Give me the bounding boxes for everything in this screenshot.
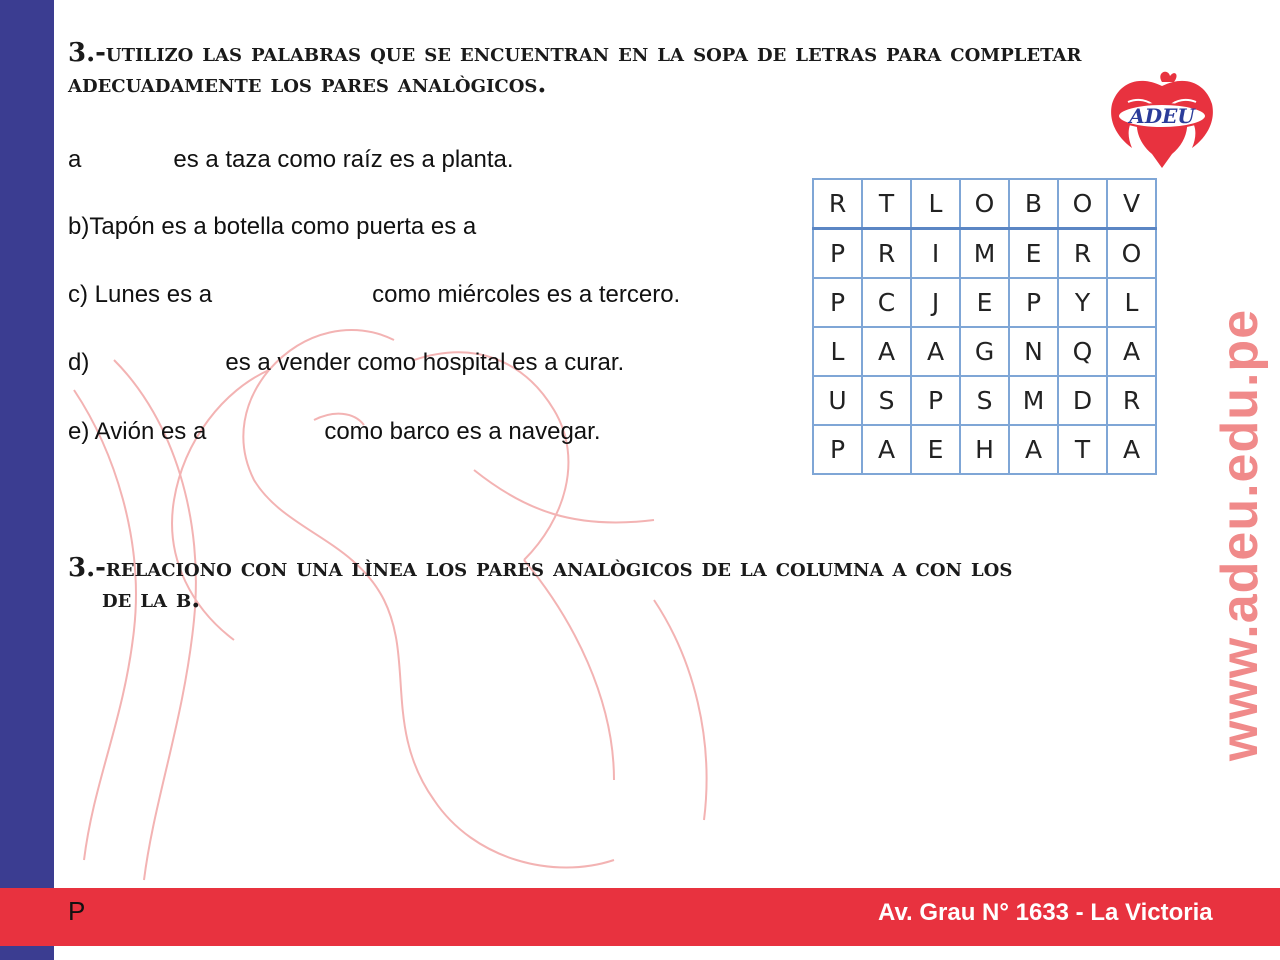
exercise-heading-word-search: 3.-utilizo las palabras que se encuentran en la sopa de letras para completar adecuadamente los pares analògicos. xyxy=(68,38,1082,99)
analogy-a-prefix: a xyxy=(68,146,82,173)
word-search-grid xyxy=(812,178,1157,475)
grid-cell: T xyxy=(862,179,911,229)
grid-cell: N xyxy=(1009,327,1058,376)
grid-cell: P xyxy=(1009,278,1058,327)
grid-row xyxy=(813,278,1156,327)
adeu-eagle-logo-icon xyxy=(1108,64,1216,174)
grid-cell: E xyxy=(1009,229,1058,279)
grid-cell: R xyxy=(862,229,911,279)
grid-cell: B xyxy=(1009,179,1058,229)
grid-cell: A xyxy=(1009,425,1058,474)
grid-cell: A xyxy=(862,327,911,376)
grid-cell: L xyxy=(1107,278,1156,327)
grid-cell: C xyxy=(862,278,911,327)
grid-cell: D xyxy=(1058,376,1107,425)
grid-cell: E xyxy=(911,425,960,474)
heading2-line1: 3.-relaciono con una lìnea los pares analògicos de la columna a con los xyxy=(68,553,1013,583)
analogy-b-prefix: b)Tapón es a botella como puerta es a xyxy=(68,213,477,240)
grid-row xyxy=(813,425,1156,474)
grid-cell: P xyxy=(911,376,960,425)
analogy-b xyxy=(68,213,566,241)
analogy-c-suffix: como miércoles es a tercero. xyxy=(372,281,681,308)
grid-cell: R xyxy=(813,179,862,229)
analogy-a-suffix: es a taza como raíz es a planta. xyxy=(173,146,514,173)
grid-cell: A xyxy=(1107,327,1156,376)
grid-cell: O xyxy=(960,179,1009,229)
grid-cell: M xyxy=(960,229,1009,279)
grid-row xyxy=(813,376,1156,425)
analogy-e-prefix: e) Avión es a xyxy=(68,418,207,445)
grid-cell: R xyxy=(1058,229,1107,279)
analogy-c xyxy=(68,281,680,309)
grid-cell: P xyxy=(813,425,862,474)
grid-cell: P xyxy=(813,278,862,327)
grid-row xyxy=(813,327,1156,376)
logo-text: ADEU xyxy=(1129,104,1195,128)
grid-cell: V xyxy=(1107,179,1156,229)
grid-cell: Y xyxy=(1058,278,1107,327)
grid-cell: A xyxy=(862,425,911,474)
analogy-e-suffix: como barco es a navegar. xyxy=(324,418,601,445)
grid-cell: R xyxy=(1107,376,1156,425)
grid-cell: I xyxy=(911,229,960,279)
grid-cell: H xyxy=(960,425,1009,474)
grid-row xyxy=(813,229,1156,279)
analogy-d-prefix: d) xyxy=(68,349,90,376)
analogy-d xyxy=(68,349,624,377)
left-sidebar-bar xyxy=(0,0,54,960)
grid-cell: Q xyxy=(1058,327,1107,376)
grid-cell: M xyxy=(1009,376,1058,425)
footer-letter: P xyxy=(68,896,86,926)
analogy-a xyxy=(68,146,514,174)
heading2-line2: de la b. xyxy=(102,584,201,614)
analogy-d-suffix: es a vender como hospital es a curar. xyxy=(225,349,625,376)
grid-cell: E xyxy=(960,278,1009,327)
grid-cell: J xyxy=(911,278,960,327)
grid-row xyxy=(813,179,1156,229)
grid-cell: G xyxy=(960,327,1009,376)
vertical-website-url: www.adeu.edu.pe xyxy=(1211,308,1269,762)
grid-cell: U xyxy=(813,376,862,425)
grid-cell: O xyxy=(1107,229,1156,279)
analogy-c-prefix: c) Lunes es a xyxy=(68,281,213,308)
grid-cell: S xyxy=(960,376,1009,425)
grid-cell: L xyxy=(813,327,862,376)
footer-address: Av. Grau N° 1633 - La Victoria xyxy=(878,899,1213,926)
grid-cell: L xyxy=(911,179,960,229)
grid-cell: A xyxy=(1107,425,1156,474)
exercise-heading-match-columns xyxy=(68,553,1168,615)
grid-cell: S xyxy=(862,376,911,425)
grid-cell: A xyxy=(911,327,960,376)
grid-cell: T xyxy=(1058,425,1107,474)
analogy-e xyxy=(68,418,601,446)
grid-cell: P xyxy=(813,229,862,279)
grid-cell: O xyxy=(1058,179,1107,229)
